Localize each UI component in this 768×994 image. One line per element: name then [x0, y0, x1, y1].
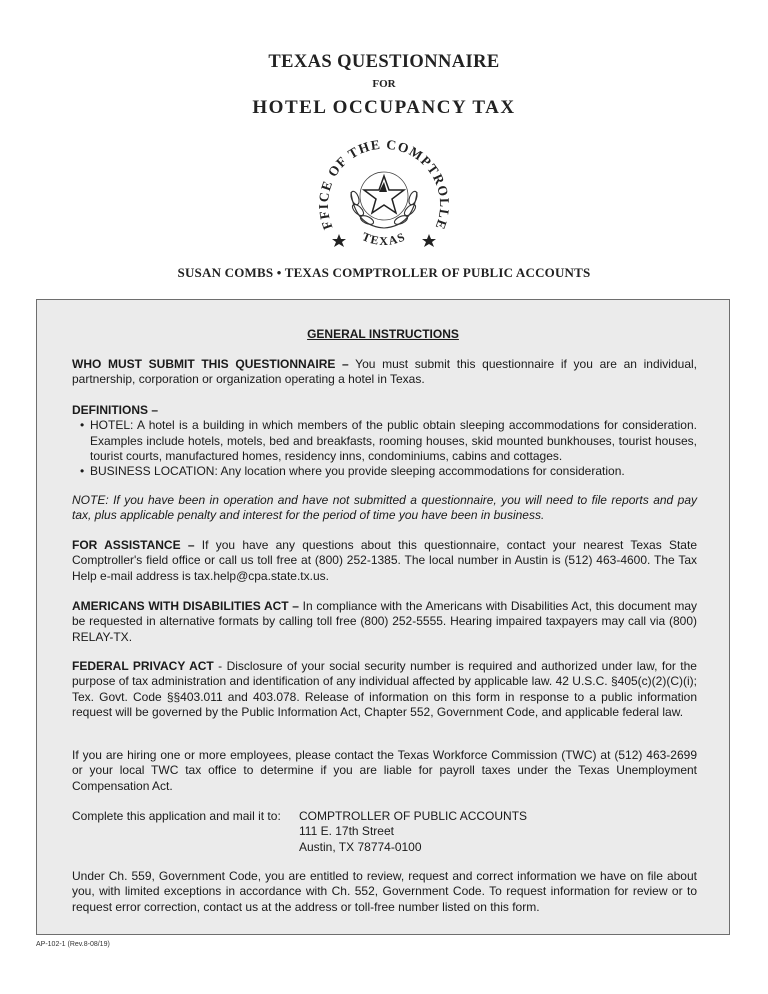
definition-hotel: • HOTEL: A hotel is a building in which members of the public obtain sleeping accommodations for consideration. Examples include hotels, motels, bed and breakfasts, rooming houses, skid mounted bunkhouses, tourist houses, tourist courts, manufactured homes, residency inns, condominiums, cabins and cottages.	[90, 418, 697, 464]
small-star-left-icon	[332, 234, 346, 247]
ada-label: AMERICANS WITH DISABILITIES ACT –	[72, 599, 299, 613]
seal-arc-text: FFICE OF THE COMPTROLLE	[315, 136, 453, 233]
form-title: TEXAS QUESTIONNAIRE	[268, 52, 500, 72]
mail-address-line: COMPTROLLER OF PUBLIC ACCOUNTS	[299, 809, 528, 823]
ada-text: In compliance with the Americans with Disabilities Act, this document may be requested in alternative formats by calling toll free (800) 252-5555. Hearing impaired taxpayers may call via (800) RELAY-TX.	[72, 599, 697, 644]
assist-text: If you have any questions about this questionnaire, contact your nearest Texas State Comptroller's field office or call us toll free at (800) 252-1385. The local number in Austin is (512) 463-4600. The Tax Help e-mail address is tax.help@cpa.state.tx.us.	[72, 538, 697, 583]
seal-bottom-text: TEXAS	[360, 229, 408, 249]
who-label: WHO MUST SUBMIT THIS QUESTIONNAIRE –	[72, 357, 349, 371]
for-assistance	[72, 538, 697, 584]
general-instructions-heading: GENERAL INSTRUCTIONS	[307, 327, 459, 341]
mailing-section	[72, 809, 697, 856]
form-title-tax: HOTEL OCCUPANCY TAX	[252, 97, 516, 118]
mail-address-line: 111 E. 17th Street	[299, 824, 394, 839]
privacy-section	[72, 659, 697, 720]
employees-text: If you are hiring one or more employees, please contact the Texas Workforce Commission (TWC) at (512) 463-2699 or your local TWC tax office to determine if you are liable for payroll taxes under the Texas Unemployment Compensation Act.	[72, 748, 697, 793]
mail-address-line: Austin, TX 78774-0100	[299, 839, 422, 854]
form-number: AP-102-1 (Rev.8-08/19)	[36, 941, 110, 948]
mail-label: Complete this application and mail it to:	[72, 809, 281, 823]
definition-business-location: • BUSINESS LOCATION: Any location where you provide sleeping accommodations for consideration.	[90, 464, 697, 479]
mail-address	[299, 809, 527, 855]
privacy-text: - Disclosure of your social security number is required and authorized under law, for the purpose of tax administration and identification of any individual affected by applicable law. 42 U.S.C. §405(c)(2)(C)(i); Tex. Govt. Code §§403.011 and 403.078. Release of information on this form in response to a public information request will be governed by the Public Information Act, Chapter 552, Government Code, and applicable federal law.	[72, 659, 697, 719]
who-text: You must submit this questionnaire if you are an individual, partnership, corporation or organization operating a hotel in Texas.	[72, 357, 697, 387]
definitions-label: DEFINITIONS –	[72, 403, 159, 417]
review-text: Under Ch. 559, Government Code, you are entitled to review, request and correct information we have on file about you, with limited exceptions in accordance with Ch. 552, Government Code. To request information for review or to request error correction, contact us at the address or toll-free number listed on this form.	[72, 869, 697, 914]
svg-text:TEXAS	[360, 229, 408, 248]
comptroller-seal	[311, 130, 457, 256]
privacy-label: FEDERAL PRIVACY ACT	[72, 659, 214, 673]
star-icon	[364, 176, 404, 213]
assist-label: FOR ASSISTANCE –	[72, 538, 195, 552]
definitions-section	[72, 403, 697, 479]
ada-section	[72, 599, 697, 645]
form-title-for: FOR	[372, 78, 396, 90]
note-text: NOTE: If you have been in operation and have not submitted a questionnaire, you will need to file reports and pay tax, plus applicable penalty and interest for the period of time you have been in business.	[72, 493, 697, 523]
small-star-right-icon	[422, 234, 436, 247]
who-must-submit	[72, 357, 697, 388]
comptroller-subtitle: SUSAN COMBS • TEXAS COMPTROLLER OF PUBLIC ACCOUNTS	[177, 265, 591, 280]
